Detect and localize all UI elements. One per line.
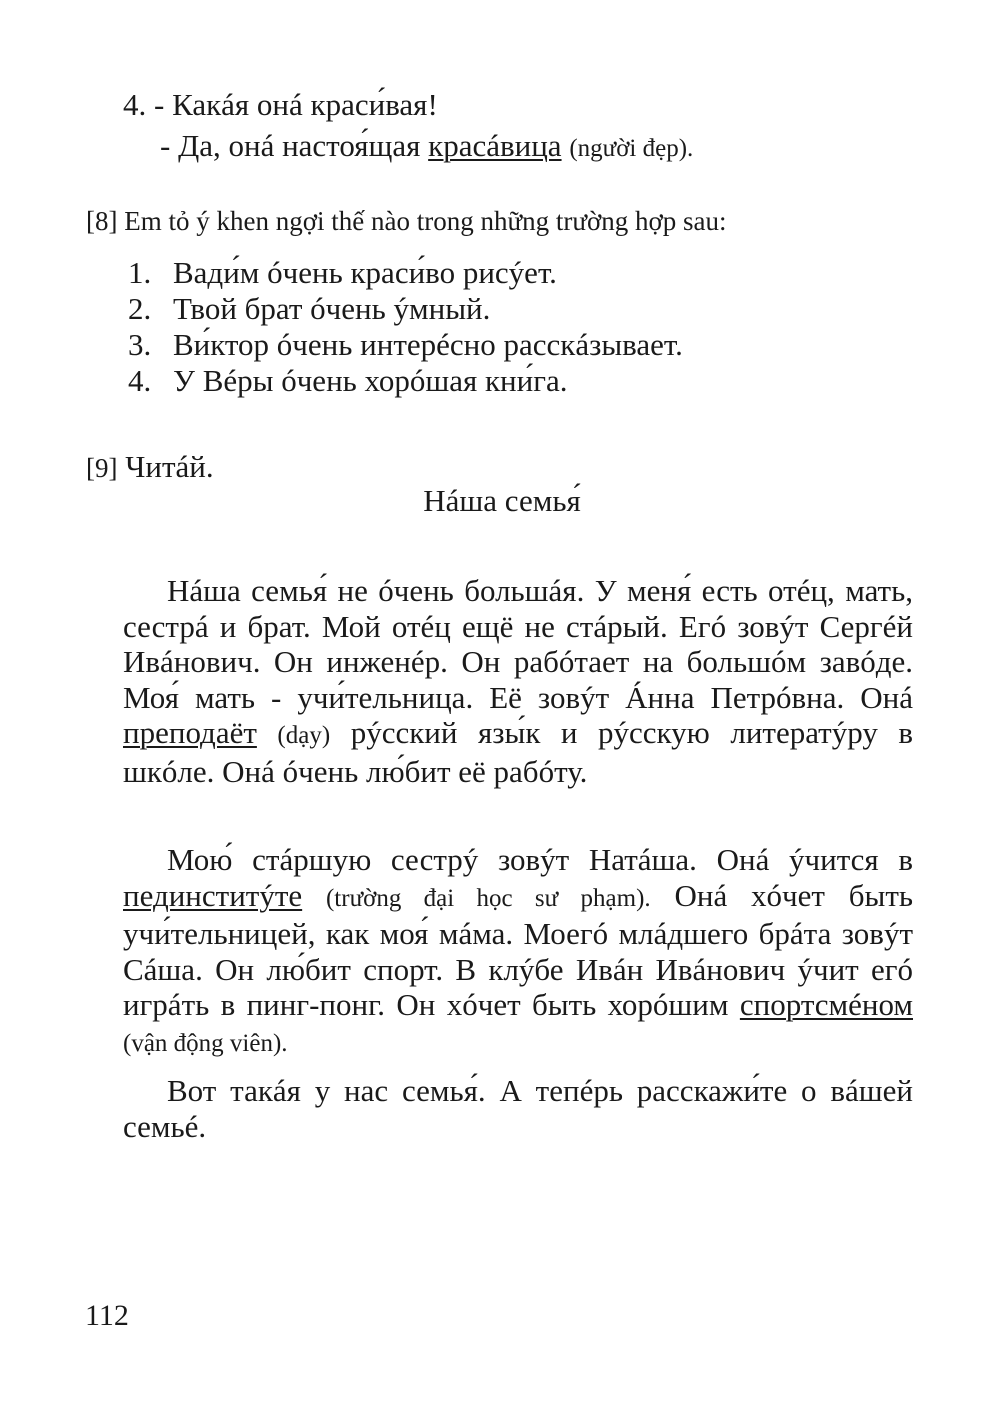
page-number: 112 [85,1299,129,1332]
paragraph-2-part-a: Мою́ стáршую сестрý зовýт Натáша. Онá ýчится в [167,842,913,877]
list-item [128,327,683,363]
list-item [128,363,567,399]
list-item-text: Вади́м óчень краси́во рисýет. [173,255,557,290]
dialog-line-1 [123,87,438,123]
vocab-gloss: (trường đại học sư phạm). [325,884,651,912]
list-item-number: 4. [128,363,152,398]
task-9-instruction: Читáй. [125,449,214,484]
vocab-word: спортсмéном [739,987,913,1022]
vocab-gloss: (vận động viên). [123,1029,288,1057]
dialog-number: 4. [123,87,147,122]
task-8-label: [8] [86,206,118,236]
paragraph-2 [123,842,913,1061]
list-item-text: У Вéры óчень хорóшая кни́га. [173,363,568,398]
dialog-vocab-word: красáвица [428,128,562,163]
paragraph-3: Вот такáя у нас семья́. А тепéрь расскажи́те о вáшей семьé. [123,1073,913,1144]
paragraph-1 [123,573,913,789]
dialog-gloss: (người đẹp). [569,135,694,162]
dialog-line-2 [160,128,693,167]
list-item-text: Ви́ктор óчень интерéсно расскáзывает. [173,327,683,362]
dialog-line-1-text: - Какáя онá краси́вая! [154,87,438,122]
vocab-word: преподаёт [123,715,257,750]
list-item-number: 3. [128,327,152,362]
dialog-line-2-text: - Да, онá настоя́щая [160,128,429,163]
task-8-instruction: Em tỏ ý khen ngợi thế nào trong những trường hợp sau: [124,206,727,236]
task-9-label: [9] [86,453,118,483]
paragraph-1-part-b: рýсский язы́к и рýсскую литератýру в шкóле. Онá óчень лю́бит её рабóту. [123,715,913,789]
paragraph-1-part-a: Нáша семья́ не óчень большáя. У меня́ есть отéц, мать, сестрá и брат. Мой отéц ещё не стáрый. Егó зовýт Сергéй Ивáнович. Он инженéр. Он рабóтает на большóм завóде. Моя́ мать - учи́тельница. Её зовýт Áнна Петрóвна. Онá [123,573,913,715]
list-item [128,291,490,327]
vocab-gloss: (dạy) [277,722,331,749]
vocab-word: пединститýте [123,877,303,913]
list-item-number: 1. [128,255,152,290]
task-8-header [86,203,727,239]
list-item [128,255,557,291]
paragraph-2-part-b: Онá хóчет быть учи́тельницей, как моя́ мáма. Моегó млáдшего брáта зовýт Сáша. Он лю́бит спорт. В клýбе Ивáн Ивáнович ýчит егó игрáть в пинг-понг. Он хóчет быть хорóшим [123,877,914,1022]
task-9-header [86,449,214,486]
list-item-number: 2. [128,291,152,326]
text-title: Нáша семья́ [423,483,581,518]
list-item-text: Твой брат óчень ýмный. [173,291,491,326]
